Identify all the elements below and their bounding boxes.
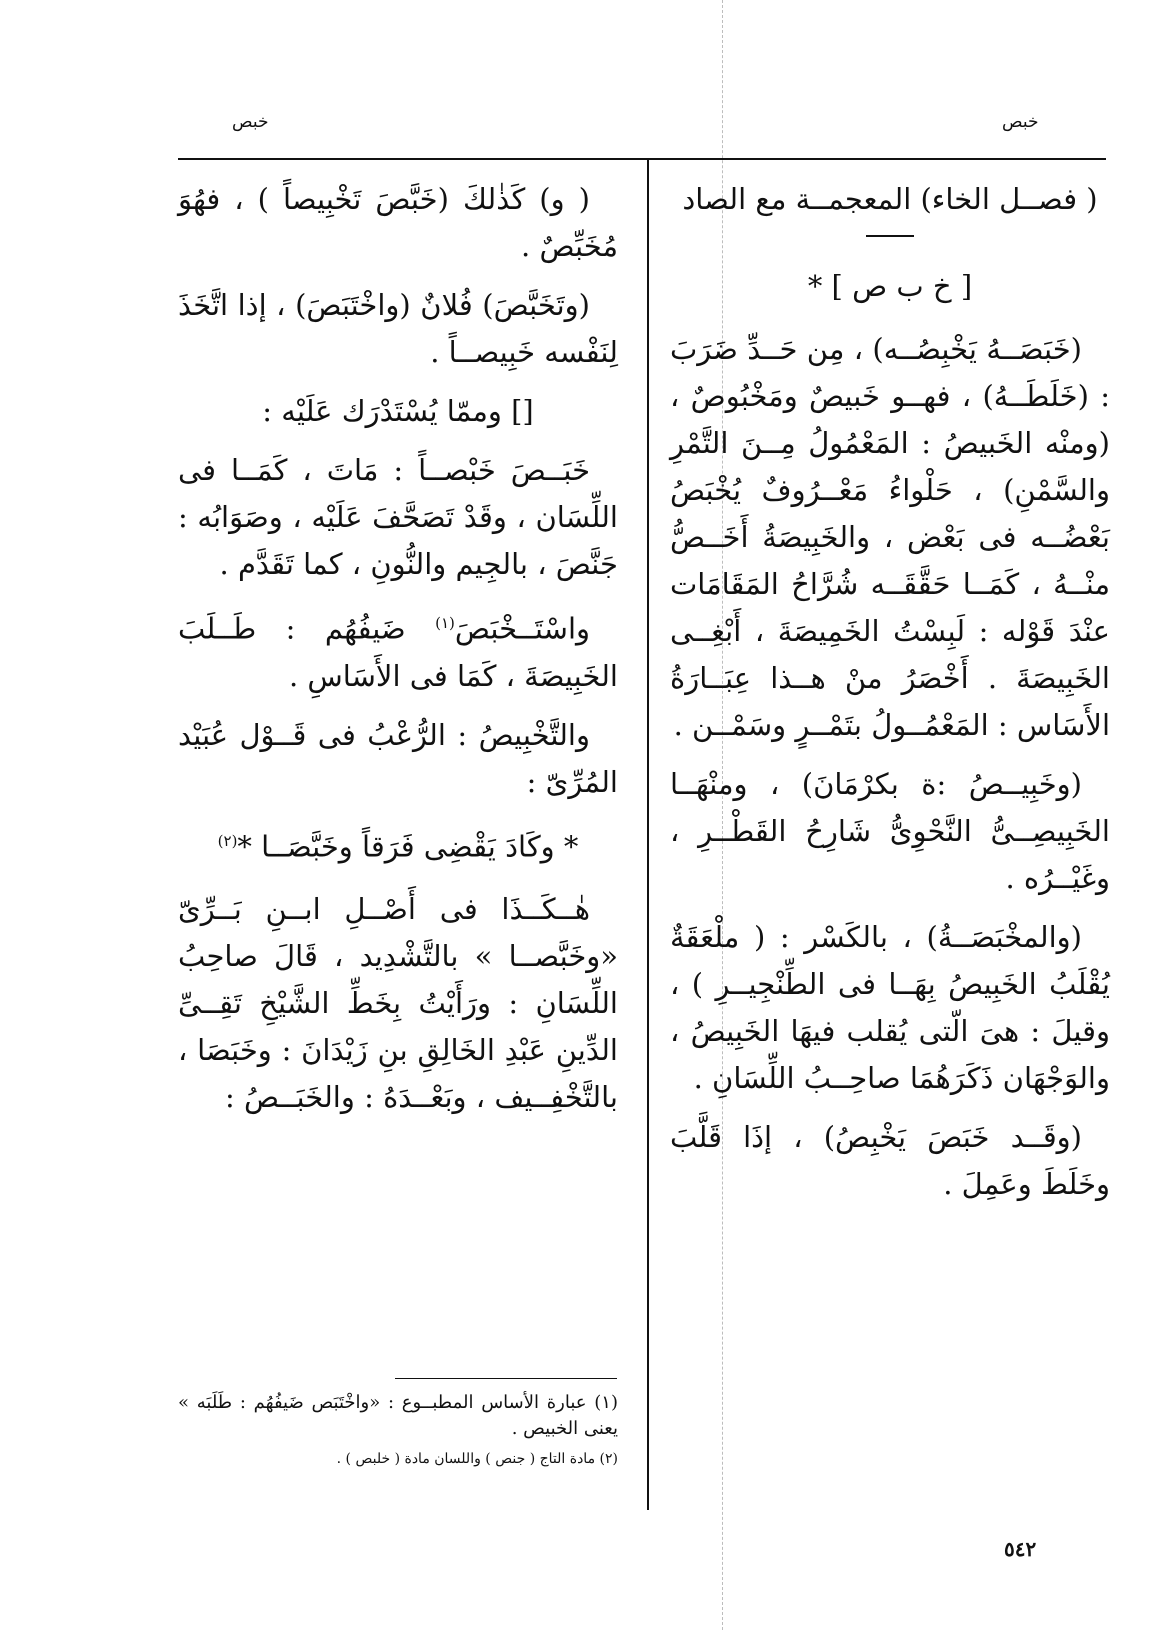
entry-paragraph: (وقَــد خَبَصَ يَخْبِصُ) ، إذَا قَلَّبَ وخَلَطَ وعَمِلَ . xyxy=(670,1120,1110,1201)
column-divider xyxy=(647,158,649,1510)
definition-text: ضَيفُهُم : طَــلَبَ الخَبِيصَةَ ، كَمَا فى الأَسَاسِ . xyxy=(178,611,618,693)
footnote-rule xyxy=(395,1378,617,1379)
footnote-2: (٢) مادة التاج ( جنص ) واللسان مادة ( خلبص ) . xyxy=(336,1451,618,1467)
entry-paragraph: ( و) كَذٰلكَ (خَبَّصَ تَخْبِيصاً ) ، فهُوَ مُخَبِّصٌ . xyxy=(178,182,618,263)
page-number: ٥٤٢ xyxy=(1004,1537,1037,1561)
header-rule xyxy=(178,158,1106,160)
section-title: ( فصــل الخاء) المعجمــة مع الصاد xyxy=(682,182,1098,216)
entry-paragraph xyxy=(178,600,618,700)
left-column xyxy=(178,176,618,1133)
entry-paragraph: (وخَبِيــصُ :ة بكرْمَانَ) ، ومنْهَــا الخَبِيصِــىُّ النَّحْوِىُّ شَارِحُ القَطْــرِ ، وغَيْــرُه . xyxy=(670,767,1110,895)
entry-paragraph: والتَّخْبِيصُ : الرُّعْبُ فى قَــوْل عُبَيْد المُرِّىّ : xyxy=(178,717,618,799)
entry-paragraph: (خَبَصَــهُ يَخْبِصُــه) ، مِن حَــدِّ ضَرَبَ : (خَلَطَــهُ) ، فهــو خَبيصٌ ومَخْبُوصٌ ، (ومنْه الخَبيصُ : المَعْمُولُ مِــنَ التَّمْرِ والسَّمْنِ) ، حَلْواءُ مَعْــرُوفٌ يُخْبَصُ بَعْضُــه فى بَعْض ، والخَبِيصَةُ أَخَــصُّ منْــهُ ، كَمَــا حَقَّقَــه شُرَّاحُ المَقَامَات عنْدَ قَوْله : لَبِسْتُ الخَمِيصَةَ ، أَبْغِــى الخَبِيصَةَ . أَخْصَرُ منْ هــذا عِبَــارَةُ الأَسَاس : المَعْمُــولُ بتَمْــرٍ وسَمْــن . xyxy=(670,332,1110,742)
headword: واسْتَــخْبَصَ xyxy=(454,611,591,646)
running-header-right: خبص xyxy=(1002,112,1039,132)
footnote-marker: (٢) xyxy=(217,831,238,850)
verse-text: * وكَادَ يَقْضِى فَرَقاً وخَبَّصَــا * xyxy=(237,829,579,864)
footnote-marker: (١) xyxy=(435,614,455,632)
poetry-verse xyxy=(178,818,618,871)
running-header-left: خبص xyxy=(232,112,269,132)
right-column xyxy=(670,176,1110,1220)
section-rule xyxy=(866,235,914,237)
entry-paragraph: (وتَخَبَّصَ) فُلانٌ (واخْتَبَصَ) ، إذا اتَّخَذَ لِنَفْسه خَبِيصــاً . xyxy=(178,288,618,369)
footnotes xyxy=(178,1390,618,1476)
supplement-heading: [] وممّا يُسْتَدْرَك عَلَيْه : xyxy=(262,394,534,428)
entry-paragraph: هٰــكَــذَا فى أَصْــلِ ابــنِ بَــرِّىّ «وخَبَّصــا » بالتَّشْدِيد ، قَالَ صاحِبُ اللِّسَانِ : ورَأَيْتُ بِخَطِّ الشَّيْخِ تَقِــىِّ الدِّينِ عَبْدِ الخَالِقِ بنِ زَيْدَانَ : وخَبَصَا ، بالتَّخْفِــيف ، وبَعْــدَهُ : والخَبَــصُ : xyxy=(178,892,618,1115)
entry-paragraph: (والمخْبَصَــةُ) ، بالكَسْر : ( ملْعَقَةٌ يُقْلَبُ الخَبِيصُ بِهَــا فى الطِّنْجِيــرِ ) ، وقيلَ : هىَ الّتى يُقلب فيهَا الخَبِيصُ ، والوَجْهَان ذَكَرَهُمَا صاحِــبُ اللِّسَانِ . xyxy=(670,920,1110,1095)
footnote-1: (١) عبارة الأساس المطبــوع : «واخْتَبَص ضَيفُهُم : طَلَبَه » يعنى الخبيص . xyxy=(178,1392,618,1439)
root-heading: [ خ ب ص ] * xyxy=(807,269,973,303)
entry-paragraph: خَبَــصَ خَبْصــاً : مَاتَ ، كَمَــا فى اللِّسَان ، وقَدْ تَصَحَّفَ عَلَيْه ، وصَوَابُه : جَنَّصَ ، بالجِيم والنُّونِ ، كما تَقَدَّم . xyxy=(178,453,618,581)
